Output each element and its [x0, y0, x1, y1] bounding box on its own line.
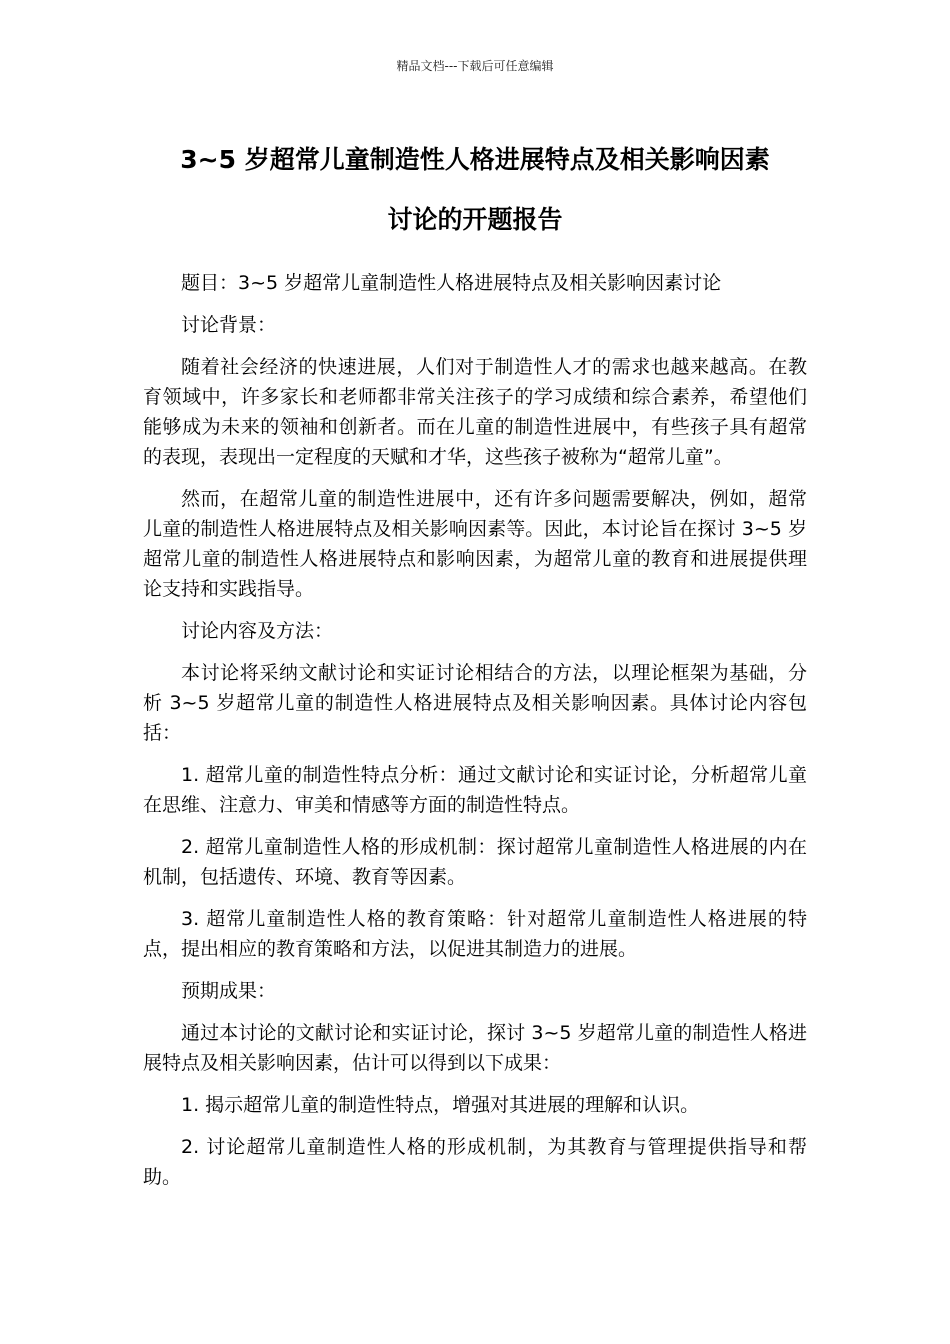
method-paragraph: 本讨论将采纳文献讨论和实证讨论相结合的方法，以理论框架为基础，分析 3~5 岁超常儿童的制造性人格进展特点及相关影响因素。具体讨论内容包括：: [143, 662, 807, 744]
background-paragraph-2: 然而，在超常儿童的制造性进展中，还有许多问题需要解决，例如，超常儿童的制造性人格进展特点及相关影响因素等。因此，本讨论旨在探讨 3~5 岁超常儿童的制造性人格进展特点和影响因素，为超常儿童的教育和进展提供理论支持和实践指导。: [143, 488, 807, 600]
document-title: [100, 130, 850, 250]
section-heading-content-method: 讨论内容及方法：: [181, 620, 334, 642]
section-heading-expected-results: 预期成果：: [181, 980, 277, 1002]
result-item-2: 2. 讨论超常儿童制造性人格的形成机制，为其教育与管理提供指导和帮助。: [143, 1136, 807, 1188]
document-body: [143, 268, 807, 1204]
results-intro-paragraph: 通过本讨论的文献讨论和实证讨论，探讨 3~5 岁超常儿童的制造性人格进展特点及相关影响因素，估计可以得到以下成果：: [143, 1022, 807, 1074]
content-item-1: 1. 超常儿童的制造性特点分析：通过文献讨论和实证讨论，分析超常儿童在思维、注意力、审美和情感等方面的制造性特点。: [143, 764, 807, 816]
title-line-2: 讨论的开题报告: [387, 205, 563, 234]
background-paragraph-1: 随着社会经济的快速进展，人们对于制造性人才的需求也越来越高。在教育领域中，许多家长和老师都非常关注孩子的学习成绩和综合素养，希望他们能够成为未来的领袖和创新者。而在儿童的制造性进展中，有些孩子具有超常的表现，表现出一定程度的天赋和才华，这些孩子被称为“超常儿童”。: [143, 356, 807, 468]
title-line-1: 3~5 岁超常儿童制造性人格进展特点及相关影响因素: [180, 145, 770, 174]
topic-line: 题目：3~5 岁超常儿童制造性人格进展特点及相关影响因素讨论: [181, 272, 722, 294]
content-item-2: 2. 超常儿童制造性人格的形成机制：探讨超常儿童制造性人格进展的内在机制，包括遗传、环境、教育等因素。: [143, 836, 807, 888]
result-item-1: 1. 揭示超常儿童的制造性特点，增强对其进展的理解和认识。: [181, 1094, 700, 1116]
header-note: 精品文档---下载后可任意编辑: [396, 59, 554, 73]
content-item-3: 3. 超常儿童制造性人格的教育策略：针对超常儿童制造性人格进展的特点，提出相应的教育策略和方法，以促进其制造力的进展。: [143, 908, 807, 960]
section-heading-background: 讨论背景：: [181, 314, 277, 336]
